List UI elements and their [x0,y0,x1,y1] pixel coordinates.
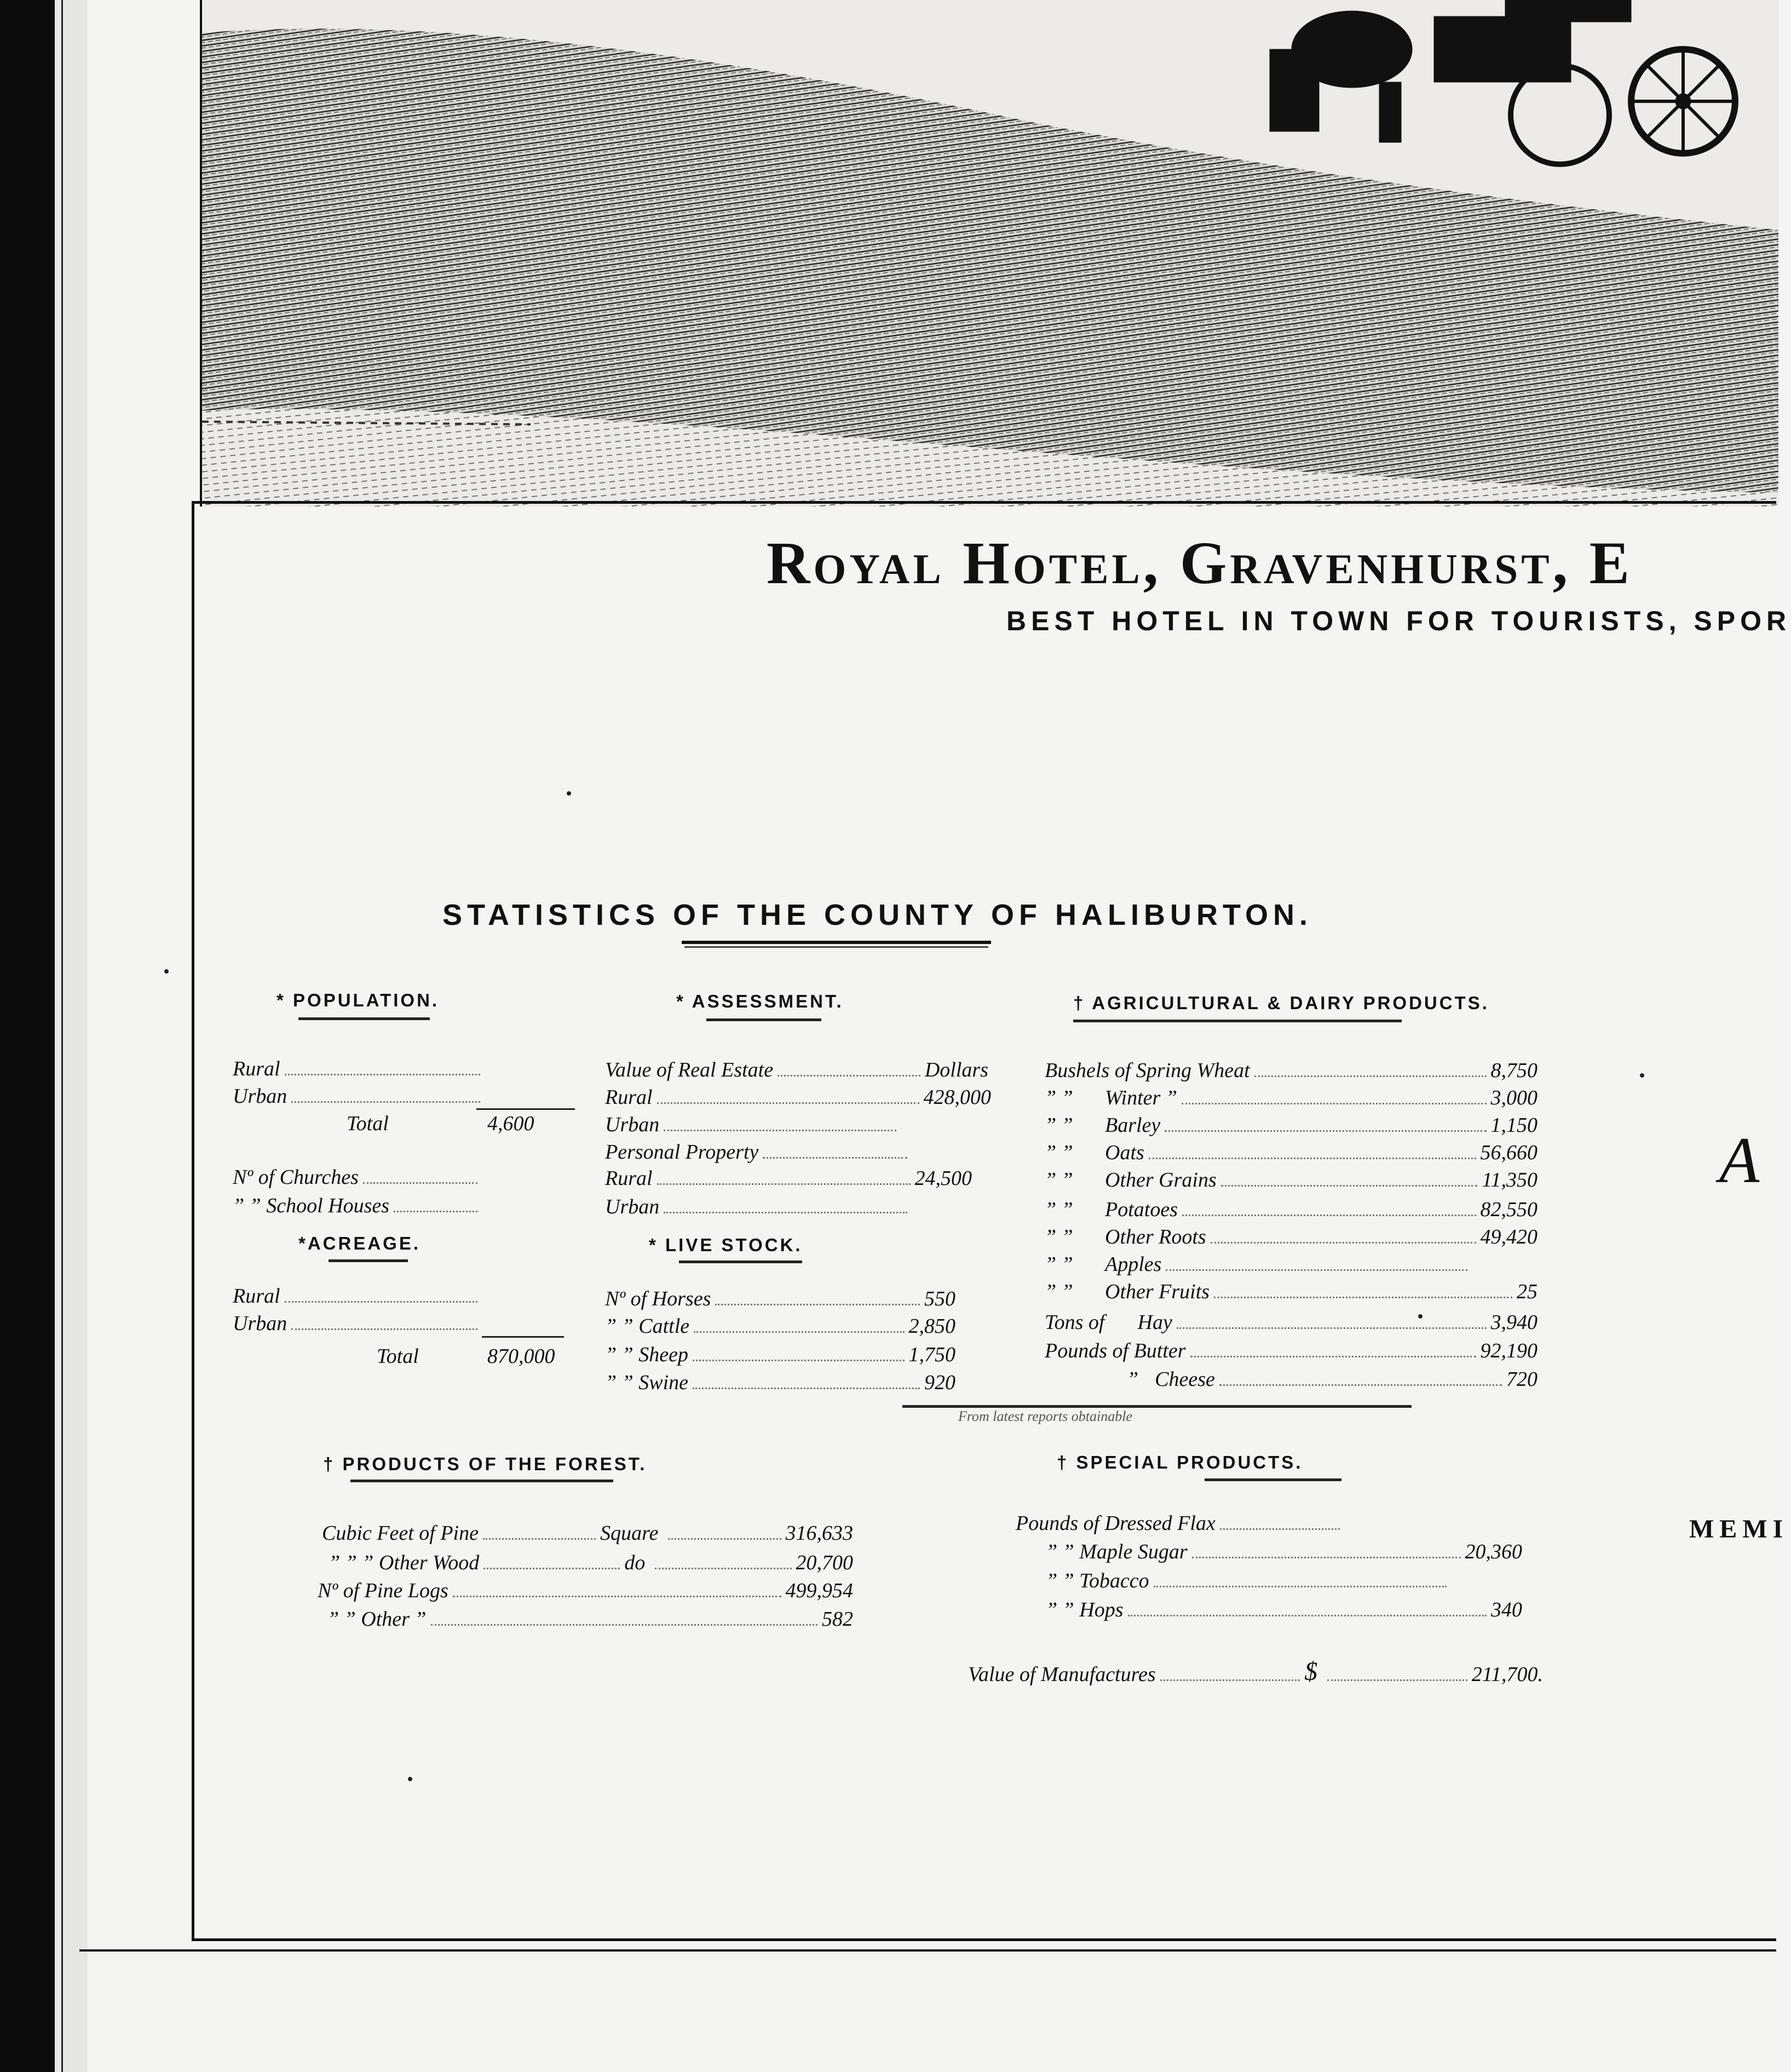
row-label: ” ” School Houses [233,1194,390,1217]
row-unit: do [624,1551,646,1574]
assessment-heading: * ASSESSMENT. [676,991,844,1011]
scan-paper-margin [55,0,88,2072]
sum-rule [476,1108,575,1110]
churches-row [233,1165,482,1189]
forest-row-other-wood [329,1551,853,1575]
agri-row-hay [1045,1310,1537,1334]
agricultural-heading-rule [1073,1020,1402,1022]
row-prefix: ” ” [1045,1280,1073,1303]
row-value: 11,350 [1482,1169,1537,1192]
dot-leader [668,1538,781,1540]
special-products-heading: † SPECIAL PRODUCTS. [1057,1452,1303,1472]
dot-leader [664,1212,907,1213]
dot-leader [1219,1384,1502,1386]
live-stock-row-horses [605,1287,955,1311]
population-heading: * POPULATION. [277,990,440,1010]
row-value: 499,954 [785,1579,853,1602]
acreage-heading: *ACREAGE. [298,1233,421,1253]
population-row-rural [233,1057,485,1081]
dot-leader [1190,1356,1476,1357]
dot-leader [1182,1103,1487,1104]
row-label: Cubic Feet of Pine [322,1522,479,1545]
dot-leader [1165,1130,1486,1132]
row-prefix: ” ” [1045,1114,1073,1137]
dot-leader [655,1568,791,1569]
agri-row-apples [1045,1252,1472,1276]
live-stock-row-swine [605,1371,955,1395]
row-label: Urban [233,1085,287,1108]
dot-leader [693,1388,920,1389]
dot-leader [657,1102,919,1104]
scan-speck [164,969,169,974]
dot-leader [1214,1297,1512,1298]
row-value: 56,660 [1480,1141,1537,1164]
row-label: Oats [1105,1141,1144,1164]
row-label: Other Fruits [1105,1280,1210,1303]
dot-leader [285,1301,477,1303]
row-value: 428,000 [923,1086,991,1109]
row-label: Pounds of Dressed Flax [1016,1512,1216,1535]
title-underline-secondary [684,946,988,948]
row-label: Personal Property [605,1141,759,1164]
row-value: 1,150 [1490,1114,1537,1137]
row-value: 20,700 [796,1551,854,1574]
row-value: 24,500 [914,1167,972,1190]
row-label: Rural [605,1086,653,1109]
row-label: ” ” Other ” [327,1608,427,1631]
special-row-tobacco [1046,1569,1451,1593]
row-label: Apples [1105,1253,1162,1276]
agricultural-heading: † AGRICULTURAL & DAIRY PRODUCTS. [1073,993,1489,1013]
dot-leader [453,1596,781,1597]
row-label: Potatoes [1105,1198,1178,1221]
agri-row-barley [1045,1113,1537,1137]
statistics-title: STATISTICS OF THE COUNTY OF HALIBURTON. [442,899,1312,931]
scan-speck [1640,1073,1644,1078]
scan-speck [567,791,571,796]
row-prefix: ” ” [605,1371,634,1394]
row-value: 720 [1506,1368,1537,1391]
special-row-maple-sugar [1046,1540,1522,1564]
row-label: Sheep [638,1343,689,1366]
assessment-row-rural [605,1085,991,1109]
dot-leader [483,1568,620,1569]
school-houses-row [233,1194,482,1218]
row-value: 92,190 [1480,1339,1537,1362]
row-prefix: Bushels of [1045,1059,1131,1082]
row-label: Urban [605,1113,660,1136]
dot-leader [693,1360,904,1361]
dot-leader [1254,1075,1487,1077]
row-label: Urban [605,1195,660,1218]
row-value: 82,550 [1480,1198,1537,1221]
row-prefix: Nº of [605,1287,647,1310]
dot-leader [431,1624,817,1626]
row-label: Rural [605,1167,653,1190]
scan-margin-line [61,0,63,2072]
agri-footnote: From latest reports obtainable [958,1408,1133,1424]
agri-row-winter-wheat [1045,1086,1537,1110]
row-value: 316,633 [785,1522,853,1545]
row-value: 3,000 [1490,1086,1537,1109]
currency-sign: $ [1304,1657,1318,1686]
population-heading-rule [298,1017,430,1020]
forest-row-other-logs [327,1607,853,1631]
row-label: Spring Wheat [1136,1059,1250,1082]
row-label: ” ” Hops [1046,1598,1124,1621]
row-label: Cattle [638,1315,690,1338]
row-value: 211,700. [1471,1663,1543,1686]
row-prefix: ” ” [605,1343,634,1366]
agri-row-butter [1045,1339,1537,1363]
title-underline [682,941,991,944]
row-prefix: ” ” [605,1315,634,1338]
row-value: 550 [924,1287,955,1310]
row-value: 340 [1491,1598,1522,1621]
forest-row-pine [322,1521,853,1545]
special-products-heading-rule [1205,1478,1341,1481]
population-total-label: Total [347,1112,389,1135]
assessment-row-rural-personal [605,1166,972,1190]
dot-leader [1220,1528,1340,1530]
dot-leader [1221,1185,1478,1187]
scan-speck [1418,1314,1423,1319]
dot-leader [1192,1557,1461,1558]
agri-row-potatoes [1045,1198,1537,1222]
assessment-row-personal-property [605,1140,912,1164]
row-value: 25 [1517,1280,1537,1303]
dot-leader [1149,1158,1476,1159]
assessment-row-urban-personal [605,1195,912,1219]
forest-heading-rule [350,1480,613,1482]
row-value: 8,750 [1490,1059,1537,1082]
row-value: Dollars [924,1058,988,1081]
dot-leader [1211,1242,1476,1244]
row-prefix: ” ” [1045,1253,1073,1276]
row-label: Urban [233,1312,287,1335]
population-total-value: 4,600 [487,1112,534,1135]
agri-row-other-fruits [1045,1280,1537,1304]
row-label: ” ” Maple Sugar [1046,1540,1188,1563]
sum-rule [482,1336,564,1338]
row-label: ” ” ” Other Wood [329,1551,480,1574]
row-prefix: ” ” [1045,1169,1073,1192]
dot-leader [291,1328,477,1330]
assessment-row-real-estate [605,1058,988,1082]
dot-leader [664,1130,896,1131]
dot-leader [694,1331,904,1333]
row-label: Horses [652,1287,711,1310]
hotel-subtitle: BEST HOTEL IN TOWN FOR TOURISTS, SPOR [1006,606,1791,636]
agri-row-cheese [1045,1367,1537,1391]
row-label: ” ” Tobacco [1046,1569,1149,1592]
acreage-row-urban [233,1311,482,1336]
row-unit: Square [600,1522,659,1545]
scan-speck [408,1777,412,1781]
row-value: 1,750 [908,1343,955,1366]
agri-row-other-roots [1045,1225,1537,1249]
dot-leader [657,1183,911,1185]
row-value: 2,850 [908,1315,955,1338]
dot-leader [1327,1679,1467,1681]
scan-black-border [0,0,55,2072]
manufactures-row [968,1656,1543,1687]
engraving-illustration [200,0,1778,507]
dot-leader [285,1074,480,1075]
member-text-fragment: MEMI [1689,1515,1789,1544]
row-label: Barley [1105,1114,1161,1137]
agri-row-other-grains [1045,1168,1537,1192]
row-label: Butter [1133,1339,1186,1362]
row-label: Value of Manufactures [968,1663,1156,1686]
dot-leader [363,1182,477,1184]
dot-leader [1154,1586,1447,1587]
dot-leader [483,1538,596,1540]
row-label: Cheese [1155,1368,1215,1391]
acreage-total-label: Total [377,1345,419,1368]
row-prefix: ” [1127,1368,1139,1391]
dot-leader [1128,1615,1487,1616]
row-label: Nº of Pine Logs [318,1579,448,1602]
dot-leader [1177,1327,1487,1329]
row-label: Other Grains [1105,1169,1217,1192]
special-row-flax [1016,1511,1344,1535]
row-prefix: ” ” [1045,1225,1073,1248]
forest-heading: † PRODUCTS OF THE FOREST. [323,1454,647,1474]
live-stock-row-sheep [605,1343,955,1367]
row-prefix: Tons of [1045,1311,1105,1334]
dot-leader [778,1075,920,1077]
row-label: Rural [233,1057,280,1080]
dot-leader [1160,1679,1300,1681]
row-value: 920 [924,1371,955,1394]
dot-leader [1182,1215,1476,1216]
dot-leader [291,1101,480,1103]
row-prefix: ” ” [1045,1141,1073,1164]
row-value: 3,940 [1490,1311,1537,1334]
statistics-panel-frame [192,501,1776,1941]
row-prefix: ” ” [1045,1198,1073,1221]
script-letter-fragment: A [1719,1124,1760,1196]
hotel-title: Royal Hotel, Gravenhurst, E [767,529,1633,596]
row-prefix: Pounds of [1045,1339,1129,1362]
live-stock-heading-rule [679,1261,802,1263]
row-label: Hay [1137,1311,1172,1334]
acreage-total-value: 870,000 [487,1345,555,1368]
row-value: 49,420 [1480,1225,1537,1248]
row-prefix: ” ” [1045,1086,1073,1109]
dot-leader [715,1304,920,1305]
row-value: 20,360 [1465,1540,1522,1563]
row-label: Rural [233,1285,280,1308]
dot-leader [394,1211,477,1212]
forest-row-pine-logs [318,1579,853,1603]
agri-row-spring-wheat [1045,1058,1537,1083]
assessment-row-urban [605,1113,901,1137]
live-stock-row-cattle [605,1314,955,1338]
agri-footnote-rule [902,1405,1412,1408]
row-value: 582 [822,1608,853,1631]
dot-leader [763,1157,907,1159]
assessment-heading-rule [706,1018,821,1021]
row-label: Nº of Churches [233,1166,359,1189]
outer-border-rule [79,1949,1776,1952]
agri-row-oats [1045,1141,1537,1165]
dot-leader [1166,1269,1467,1271]
acreage-row-rural [233,1284,482,1308]
row-label: Winter ” [1105,1086,1177,1109]
live-stock-heading: * LIVE STOCK. [649,1235,803,1255]
population-row-urban [233,1084,485,1108]
row-label: Swine [638,1371,689,1394]
row-label: Value of Real Estate [605,1058,774,1081]
special-row-hops [1046,1598,1522,1622]
row-label: Other Roots [1105,1225,1206,1248]
acreage-heading-rule [329,1259,408,1262]
